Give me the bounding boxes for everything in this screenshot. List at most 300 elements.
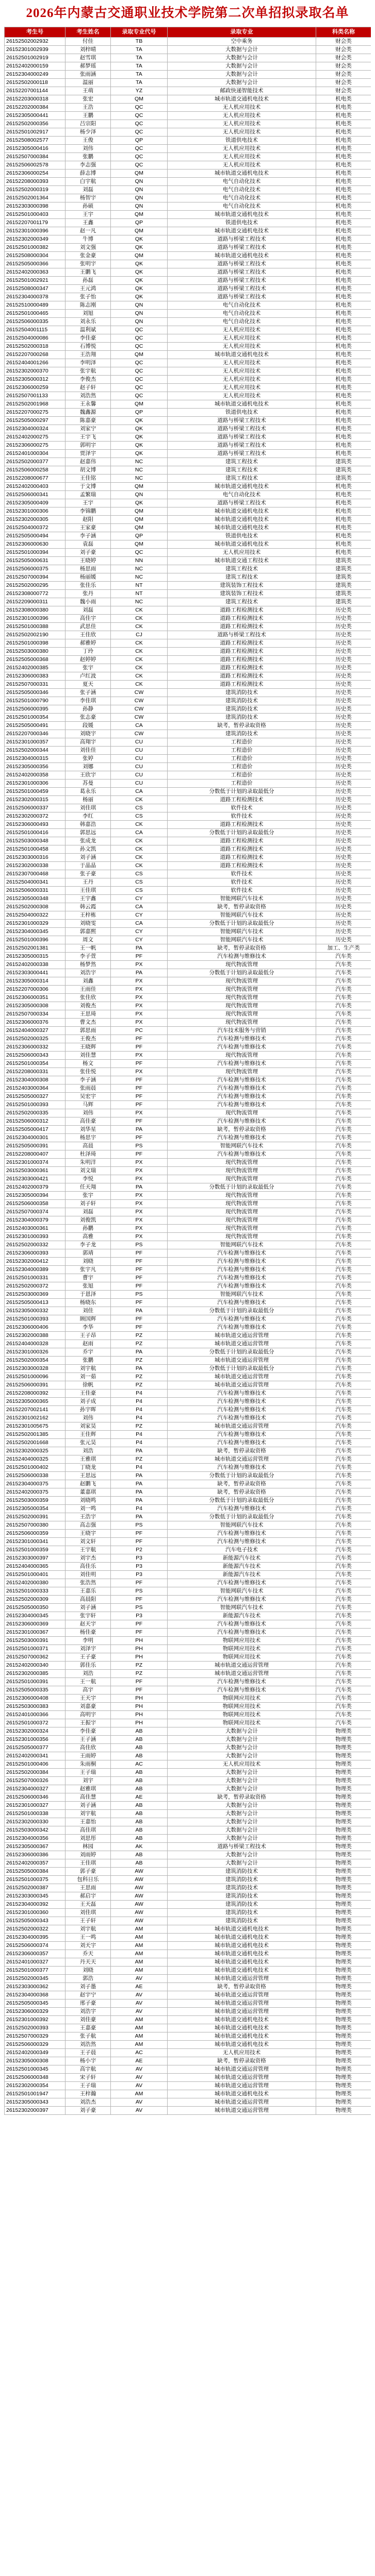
cell-category: 物理类 [316,2016,371,2024]
cell-major-code: AV [111,2065,168,2074]
table-row [5,1579,371,1587]
table-row [5,87,371,95]
cell-major-code: QM [111,211,168,219]
cell-major-code: TB [111,38,168,46]
cell-major-code: AM [111,2024,168,2032]
cell-exam-number: 26152501000458 [5,845,66,854]
cell-major: 铁道供电技术 [168,532,316,540]
cell-major-code: QC [111,153,168,161]
cell-exam-number: 26152507000362 [5,1653,66,1662]
cell-exam-number: 26152502000384 [5,1769,66,1777]
cell-exam-number: 26152306000329 [5,2008,66,2016]
cell-major: 缺考，暂停录取资格 [168,1793,316,1802]
table-row [5,598,371,606]
cell-major: 汽车检测与维修技术 [168,953,316,961]
cell-major-code: CY [111,928,168,936]
cell-major: 城市轨道交通机电技术 [168,252,316,260]
cell-exam-number: 26152501000406 [5,1760,66,1769]
cell-major: 铁道供电技术 [168,137,316,145]
cell-exam-number: 26152402000357 [5,1859,66,1868]
cell-major-code: AB [111,1769,168,1777]
cell-student-name: 郭思雨 [66,1027,111,1035]
cell-student-name: 王思琦 [66,1010,111,1019]
cell-category: 汽车类 [316,953,371,961]
cell-student-name: 吕宗阳 [66,120,111,128]
cell-student-name: 张子怡 [66,293,111,301]
cell-exam-number: 26152207001179 [5,219,66,227]
cell-category: 物理类 [316,1760,371,1769]
cell-exam-number: 26152501000345 [5,2065,66,2074]
cell-major: 缺考，暂停录取资格 [168,1480,316,1488]
table-row [5,1538,371,1546]
cell-major: 智能网联汽车技术 [168,928,316,936]
table-row [5,1727,371,1736]
cell-category: 汽车类 [316,977,371,986]
cell-exam-number: 26152502000309 [5,1596,66,1604]
cell-student-name: 李佳琪 [66,697,111,705]
cell-major: 缺考，暂停录取资格 [168,944,316,953]
cell-category: 历史类 [316,656,371,664]
cell-major: 建筑消防技术 [168,1901,316,1909]
table-row [5,1117,371,1126]
table-row [5,359,371,367]
cell-major-code: PX [111,1019,168,1027]
cell-category: 汽车类 [316,1513,371,1521]
cell-exam-number: 26152207000268 [5,351,66,359]
cell-major: 无人机应用技术 [168,343,316,351]
cell-exam-number: 26152301000396 [5,227,66,235]
cell-major-code: AB [111,1802,168,1810]
cell-category: 物理类 [316,1884,371,1892]
table-row [5,1876,371,1884]
table-row [5,862,371,870]
cell-major-code: PX [111,1216,168,1225]
cell-category: 物理类 [316,1901,371,1909]
cell-major-code: AB [111,1727,168,1736]
cell-student-name: 刘晓鸣 [66,1497,111,1505]
cell-exam-number: 26152304000324 [5,425,66,433]
cell-student-name: 宋子轩 [66,2074,111,2082]
table-row [5,1167,371,1175]
cell-major: 大数据与会计 [168,46,316,54]
table-row [5,1299,371,1307]
cell-student-name: 韩嘉浩 [66,821,111,829]
table-row [5,384,371,392]
cell-major-code: AW [111,1917,168,1925]
cell-major: 道路工程检测技术 [168,672,316,681]
cell-category: 建筑类 [316,573,371,582]
table-row [5,1859,371,1868]
cell-category: 机电类 [316,450,371,458]
table-row [5,442,371,450]
table-row [5,1373,371,1381]
cell-exam-number: 26152401000366 [5,1711,66,1719]
cell-exam-number: 26152505000297 [5,417,66,425]
cell-student-name: 徐帆 [66,1381,111,1389]
cell-category: 机电类 [316,244,371,252]
table-row [5,1612,371,1620]
cell-major: 道路与桥梁工程技术 [168,1843,316,1851]
table-row [5,252,371,260]
cell-major-code: QC [111,145,168,153]
table-row [5,821,371,829]
table-row [5,1678,371,1686]
cell-category: 建筑类 [316,565,371,573]
table-row [5,2065,371,2074]
cell-major-code: QN [111,194,168,202]
cell-major-code: PA [111,1513,168,1521]
cell-major: 城市轨道交通机电技术 [168,211,316,219]
cell-major-code: PF [111,1629,168,1637]
cell-category: 汽车类 [316,1192,371,1200]
cell-major: 城市轨道交通工程技术 [168,557,316,565]
cell-major-code: PH [111,1645,168,1653]
cell-major: 现代物流管理 [168,961,316,969]
cell-exam-number: 26152506000374 [5,1942,66,1950]
cell-major-code: PF [111,1324,168,1332]
cell-exam-number: 26152501000393 [5,1101,66,1109]
cell-category: 汽车类 [316,1587,371,1596]
cell-category: 物理类 [316,1727,371,1736]
cell-exam-number: 26152506002578 [5,161,66,170]
cell-exam-number: 26152502000344 [5,747,66,755]
table-row [5,961,371,969]
cell-exam-number: 26152508000304 [5,252,66,260]
cell-category: 物理类 [316,2008,371,2016]
cell-category: 汽车类 [316,1422,371,1431]
page-title: 2026年内蒙古交通职业技术学院第二次单招拟录取名单 [26,6,349,20]
cell-category: 建筑类 [316,466,371,474]
cell-exam-number: 26152302000305 [5,516,66,524]
cell-student-name: 孙文凯 [66,845,111,854]
cell-major: 分数低于计划的录取最低分 [168,1472,316,1480]
cell-major-code: AB [111,1859,168,1868]
table-row [5,491,371,499]
cell-major: 大数据与会计 [168,1826,316,1835]
cell-major-code: AM [111,1950,168,1958]
cell-student-name: 刘梓晴 [66,46,111,54]
cell-student-name: 刘一鸣 [66,1505,111,1513]
cell-exam-number: 26152501000790 [5,697,66,705]
cell-major-code: QN [111,178,168,186]
cell-major-code: PF [111,1530,168,1538]
cell-category: 物理类 [316,1851,371,1859]
table-row [5,1810,371,1818]
cell-major: 汽车检测与维修技术 [168,1596,316,1604]
cell-exam-number: 26152301000374 [5,1159,66,1167]
table-row [5,1785,371,1793]
cell-student-name: 王永馨 [66,400,111,409]
table-row [5,1315,371,1324]
cell-student-name: 刘家宁 [66,425,111,433]
cell-exam-number: 26152304000356 [5,1835,66,1843]
cell-major: 缺考，暂停录取资格 [168,1447,316,1455]
cell-major-code: PF [111,1596,168,1604]
table-row [5,1694,371,1703]
table-row [5,763,371,771]
cell-major-code: CK [111,615,168,623]
cell-major: 城市轨道交通机电技术 [168,351,316,359]
cell-exam-number: 26152306000408 [5,1694,66,1703]
cell-major: 分数低于计划的录取最低分 [168,1497,316,1505]
table-row [5,944,371,953]
cell-category: 汽车类 [316,1389,371,1398]
cell-major: 建筑工程技术 [168,565,316,573]
cell-student-name: 刘宇航 [66,1925,111,1934]
cell-student-name: 于恩泽 [66,1291,111,1299]
cell-exam-number: 26152207000306 [5,986,66,994]
cell-category: 汽车类 [316,986,371,994]
cell-category: 物理类 [316,1777,371,1785]
table-row [5,310,371,318]
cell-major: 汽车检测与维修技术 [168,1274,316,1282]
cell-major: 现代物流管理 [168,1216,316,1225]
cell-category: 机电类 [316,95,371,104]
cell-student-name: 刘浩杰 [66,2098,111,2107]
cell-category: 机电类 [316,524,371,532]
cell-student-name: 王鑫 [66,219,111,227]
cell-exam-number: 26152506000375 [5,565,66,573]
cell-major: 无人机应用技术 [168,384,316,392]
cell-major: 道路与桥梁工程技术 [168,433,316,442]
cell-major: 电气自动化技术 [168,186,316,194]
cell-category: 汽车类 [316,1488,371,1497]
cell-major-code: P4 [111,1431,168,1439]
cell-exam-number: 26152302000372 [5,812,66,821]
table-row [5,1274,371,1282]
table-row [5,953,371,961]
cell-student-name: 朱明洋 [66,1159,111,1167]
cell-student-name: 王佳辉 [66,1431,111,1439]
cell-category: 机电类 [316,384,371,392]
table-row [5,376,371,384]
cell-student-name: 曹文杰 [66,1019,111,1027]
cell-exam-number: 26152502001381 [5,944,66,953]
cell-major-code: P4 [111,1389,168,1398]
cell-major-code: PX [111,1175,168,1183]
cell-major-code: PZ [111,1670,168,1678]
table-row [5,549,371,557]
cell-major: 城市轨道交通机电技术 [168,540,316,549]
table-row [5,62,371,71]
table-row [5,845,371,854]
cell-category: 建筑类 [316,590,371,598]
cell-major-code: AW [111,1892,168,1901]
cell-category: 机电类 [316,202,371,211]
cell-category: 历史类 [316,845,371,854]
cell-exam-number: 26152401000327 [5,1958,66,1967]
cell-major: 汽车检测与维修技术 [168,1431,316,1439]
cell-category: 汽车类 [316,1563,371,1571]
cell-category: 机电类 [316,293,371,301]
cell-major-code: QC [111,549,168,557]
cell-major: 物联网应用技术 [168,1703,316,1711]
cell-exam-number: 26152306000406 [5,1324,66,1332]
cell-student-name: 郭子豪 [66,1868,111,1876]
cell-major-code: QP [111,409,168,417]
table-row [5,1967,371,1975]
cell-exam-number: 26152302000315 [5,796,66,804]
cell-category: 汽车类 [316,969,371,977]
cell-student-name: 刘永乐 [66,318,111,326]
table-row [5,837,371,845]
cell-category: 汽车类 [316,1291,371,1299]
cell-exam-number: 26152301000306 [5,779,66,788]
cell-category: 历史类 [316,928,371,936]
cell-major: 工程造价 [168,747,316,755]
admission-table-container[interactable] [4,27,371,2417]
cell-exam-number: 26152401000304 [5,450,66,458]
cell-student-name: 王佳铭 [66,474,111,483]
table-row [5,565,371,573]
cell-exam-number: 26152305000365 [5,1398,66,1406]
cell-major-code: CW [111,705,168,714]
cell-exam-number: 26152208000331 [5,1068,66,1076]
cell-category: 汽车类 [316,1010,371,1019]
cell-major-code: PX [111,994,168,1002]
cell-category: 汽车类 [316,1381,371,1389]
table-row [5,1925,371,1934]
cell-major: 无人机应用技术 [168,359,316,367]
cell-major: 电气自动化技术 [168,178,316,186]
cell-major: 现代物流管理 [168,1200,316,1208]
cell-exam-number: 26152305000332 [5,1307,66,1315]
cell-major: 大数据与会计 [168,1752,316,1760]
cell-exam-number: 26152301000393 [5,1233,66,1241]
cell-major: 建筑消防技术 [168,1909,316,1917]
cell-exam-number: 26152404001266 [5,359,66,367]
cell-major-code: PF [111,1274,168,1282]
cell-category: 机电类 [316,186,371,194]
cell-category: 历史类 [316,895,371,903]
cell-category: 物理类 [316,1752,371,1760]
header-major: 录取专业 [168,27,316,38]
cell-student-name: 张鹏 [66,153,111,161]
cell-student-name: 郝启宇 [66,1892,111,1901]
cell-exam-number: 26152402000403 [5,483,66,491]
cell-major: 智能网联汽车技术 [168,1604,316,1612]
table-row [5,202,371,211]
cell-major: 工程造价 [168,738,316,747]
cell-major-code: AM [111,1967,168,1975]
table-row [5,1637,371,1645]
cell-exam-number: 26152305000409 [5,499,66,507]
cell-student-name: 张雨晨 [66,1084,111,1093]
cell-category: 汽车类 [316,1093,371,1101]
table-row [5,1043,371,1052]
cell-major-code: QN [111,202,168,211]
table-row [5,367,371,376]
cell-major: 道路工程检测技术 [168,862,316,870]
cell-exam-number: 26152501000402 [5,1464,66,1472]
cell-exam-number: 26152505000417 [5,1126,66,1134]
table-row [5,2008,371,2016]
table-row [5,1076,371,1084]
cell-exam-number: 26152503000342 [5,1826,66,1835]
cell-student-name: 马辉 [66,1101,111,1109]
cell-category: 物理类 [316,2082,371,2090]
table-row [5,1769,371,1777]
cell-major-code: CK [111,656,168,664]
cell-major: 汽车检测与维修技术 [168,1101,316,1109]
cell-category: 汽车类 [316,1447,371,1455]
cell-exam-number: 26152304000392 [5,1901,66,1909]
cell-exam-number: 26152505000631 [5,557,66,565]
cell-major-code: PF [111,1076,168,1084]
cell-category: 物理类 [316,2032,371,2041]
cell-category: 汽车类 [316,1299,371,1307]
cell-major-code: PA [111,1307,168,1315]
table-row [5,417,371,425]
cell-major-code: P2 [111,1546,168,1554]
cell-category: 物理类 [316,1793,371,1802]
cell-student-name: 王天宇 [66,1694,111,1703]
cell-student-name: 刘子墨 [66,1983,111,1991]
cell-major: 分数低于计划的录取最低分 [168,1183,316,1192]
cell-student-name: 王梓栋 [66,911,111,920]
cell-student-name: 葛永乐 [66,788,111,796]
cell-category: 物理类 [316,1991,371,1999]
cell-major: 分数低于计划的录取最低分 [168,1307,316,1315]
cell-major-code: QK [111,285,168,293]
table-row [5,779,371,788]
cell-major: 现代物流管理 [168,1225,316,1233]
cell-category: 历史类 [316,714,371,722]
cell-exam-number: 26152501000359 [5,1546,66,1554]
cell-major: 无人机应用技术 [168,120,316,128]
cell-major: 道路与桥梁工程技术 [168,450,316,458]
cell-major-code: QM [111,516,168,524]
cell-major-code: AV [111,2082,168,2090]
table-row [5,1159,371,1167]
cell-category: 汽车类 [316,1472,371,1480]
cell-category: 历史类 [316,920,371,928]
cell-category: 汽车类 [316,1183,371,1192]
cell-student-name: 高佳琪 [66,1826,111,1835]
cell-major-code: AM [111,2016,168,2024]
cell-exam-number: 26152507001133 [5,392,66,400]
cell-category: 汽车类 [316,1464,371,1472]
cell-student-name: 王子晨 [66,2049,111,2057]
cell-student-name: 王佳欣 [66,631,111,639]
cell-exam-number: 26152505000366 [5,260,66,268]
cell-student-name: 张浩然 [66,1579,111,1587]
cell-major: 建筑装饰工程技术 [168,582,316,590]
cell-exam-number: 26152302000354 [5,2082,66,2090]
cell-student-name: 王晓辉 [66,1043,111,1052]
cell-student-name: 刘思彤 [66,1835,111,1843]
cell-major: 大数据与会计 [168,1818,316,1826]
cell-major: 城市轨道交通运营管理 [168,1357,316,1365]
cell-exam-number: 26152305000343 [5,2098,66,2107]
cell-category: 财会类 [316,71,371,79]
table-row [5,714,371,722]
table-header [5,27,371,38]
table-row [5,1530,371,1538]
cell-student-name: 邢子豪 [66,1999,111,2008]
cell-major-code: PX [111,1002,168,1010]
table-row [5,450,371,458]
cell-major-code: CJ [111,631,168,639]
cell-exam-number: 26152507000331 [5,681,66,689]
cell-student-name: 高佳乐 [66,1563,111,1571]
cell-major-code: NC [111,458,168,466]
cell-major-code: QM [111,227,168,235]
cell-exam-number: 26152501000394 [5,549,66,557]
cell-category: 历史类 [316,639,371,648]
table-row [5,1497,371,1505]
cell-student-name: 刘伟 [66,145,111,153]
